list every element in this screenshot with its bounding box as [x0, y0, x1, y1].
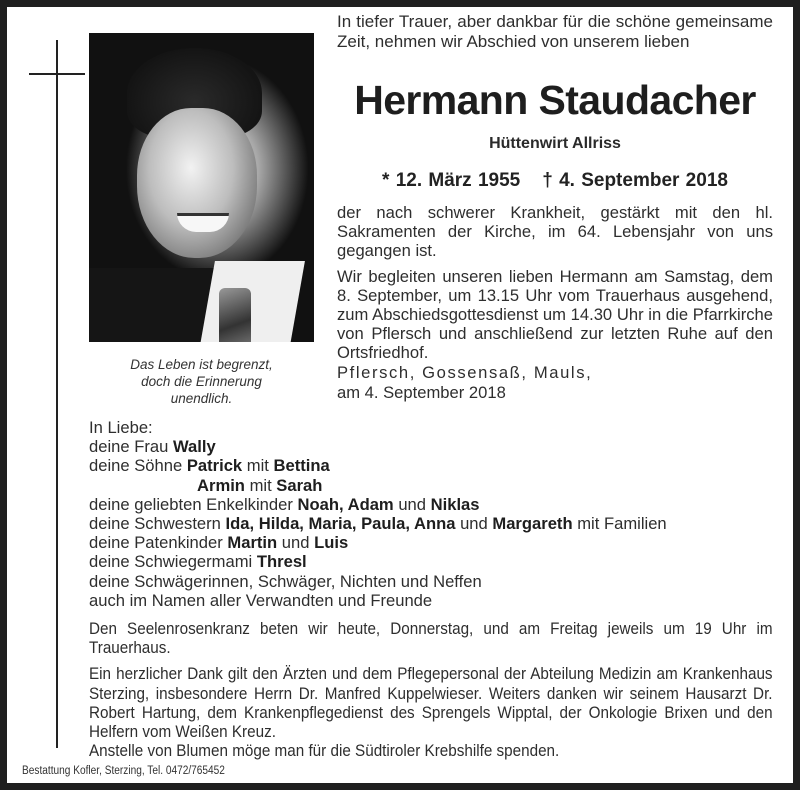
photo-shirt — [199, 261, 305, 342]
funeral-paragraph: Wir begleiten unseren lieben Hermann am Samstag, dem 8. September, um 13.15 Uhr vom Trauerhaus ausgehend, zum Abschiedsgottesdienst um 14.30 Uhr in die Pfarrkirche von Pflersch und anschließend zur letzten Ruhe auf den Ortsfriedhof. — [337, 267, 773, 362]
son-partner: Bettina — [273, 456, 330, 476]
caption-line-3: unendlich. — [170, 391, 233, 406]
godchildren-prefix: deine Patenkinder — [89, 533, 228, 553]
family-sisters — [89, 514, 779, 533]
godchildren-connector: und — [277, 533, 315, 553]
photo-caption — [89, 356, 314, 407]
family-son-2 — [89, 476, 779, 495]
family-godchildren — [89, 533, 779, 552]
funeral-home-footer: Bestattung Kofler, Sterzing, Tel. 0472/765452 — [22, 765, 225, 777]
wife-prefix: deine Frau — [89, 437, 173, 457]
family-son-1 — [89, 456, 779, 475]
family-list — [89, 418, 779, 610]
closing-text — [89, 620, 773, 768]
family-mother-in-law — [89, 552, 779, 571]
mother-in-law-prefix: deine Schwiegermami — [89, 552, 257, 572]
announcement-body — [337, 203, 773, 369]
sisters-names: Ida, Hilda, Maria, Paula, Anna — [225, 514, 456, 534]
family-relatives: auch im Namen aller Verwandten und Freunde — [89, 590, 433, 610]
family-grandchildren — [89, 495, 779, 514]
wife-name: Wally — [172, 437, 216, 457]
sisters-last: Margareth — [492, 514, 573, 534]
thanks-paragraph — [89, 665, 773, 742]
place-locations: Pflersch, Gossensaß, Mauls, — [337, 363, 593, 382]
rosary-paragraph: Den Seelenrosenkranz beten wir heute, Donnerstag, und am Freitag jeweils um 19 Uhr im Trauerhaus. — [89, 620, 773, 658]
family-heading: In Liebe: — [89, 418, 153, 437]
godchildren-last: Luis — [314, 533, 349, 553]
son-name: Armin — [197, 475, 245, 495]
birth-date: * 12. März 1955 — [382, 170, 521, 191]
caption-line-1: Das Leben ist begrenzt, — [130, 357, 273, 372]
grandchildren-last: Niklas — [430, 494, 480, 514]
son-partner: Sarah — [276, 475, 323, 495]
family-wife — [89, 437, 779, 456]
intro-text: In tiefer Trauer, aber dankbar für die schöne gemeinsame Zeit, nehmen wir Abschied von unserem lieben — [337, 12, 773, 51]
grandchildren-names: Noah, Adam — [297, 494, 394, 514]
place-date-text: am 4. September 2018 — [337, 383, 506, 402]
son-connector: mit — [242, 456, 274, 476]
life-dates — [337, 170, 773, 192]
son-name: Patrick — [186, 456, 243, 476]
obituary-notice — [7, 7, 793, 783]
sisters-prefix: deine Schwestern — [89, 514, 226, 534]
death-date: † 4. September 2018 — [542, 170, 728, 191]
deceased-title: Hüttenwirt Allriss — [489, 135, 621, 152]
caption-line-2: doch die Erinnerung — [141, 374, 262, 389]
godchildren-names: Martin — [227, 533, 278, 553]
sons-prefix: deine Söhne — [89, 456, 187, 476]
portrait-photo — [89, 33, 314, 342]
photo-face — [137, 108, 257, 258]
donation-paragraph: Anstelle von Blumen möge man für die Südtiroler Krebshilfe spenden. — [89, 742, 560, 761]
cross-icon-horizontal — [29, 73, 85, 75]
son-connector: mit — [244, 475, 277, 495]
place-date — [337, 363, 773, 403]
photo-tie — [219, 288, 251, 342]
cross-icon-vertical — [56, 40, 58, 748]
photo-jacket — [89, 268, 219, 342]
grandchildren-prefix: deine geliebten Enkelkinder — [89, 494, 298, 514]
sisters-suffix: mit Familien — [572, 514, 667, 534]
mother-in-law-name: Thresl — [256, 552, 307, 572]
sisters-connector: und — [455, 514, 493, 534]
family-in-laws: deine Schwägerinnen, Schwäger, Nichten und Neffen — [89, 571, 482, 591]
thanks-text: Ein herzlicher Dank gilt den Ärzten und dem Pflegepersonal der Abteilung Medizin am Krankenhaus Sterzing, insbesondere Herrn Dr. Manfred Kuppelwieser. Weiters danken wir seinem Hausarzt Dr. Robert Hartung, dem Krankenpflegedienst des Sprengels Wipptal, der Onkologie Brixen und den Helfern vom Weißen Kreuz. — [89, 665, 773, 742]
passing-paragraph: der nach schwerer Krankheit, gestärkt mit den hl. Sakramenten der Kirche, im 64. Lebensjahr von uns gegangen ist. — [337, 203, 773, 260]
grandchildren-connector: und — [393, 494, 431, 514]
deceased-name: Hermann Staudacher — [354, 77, 756, 123]
